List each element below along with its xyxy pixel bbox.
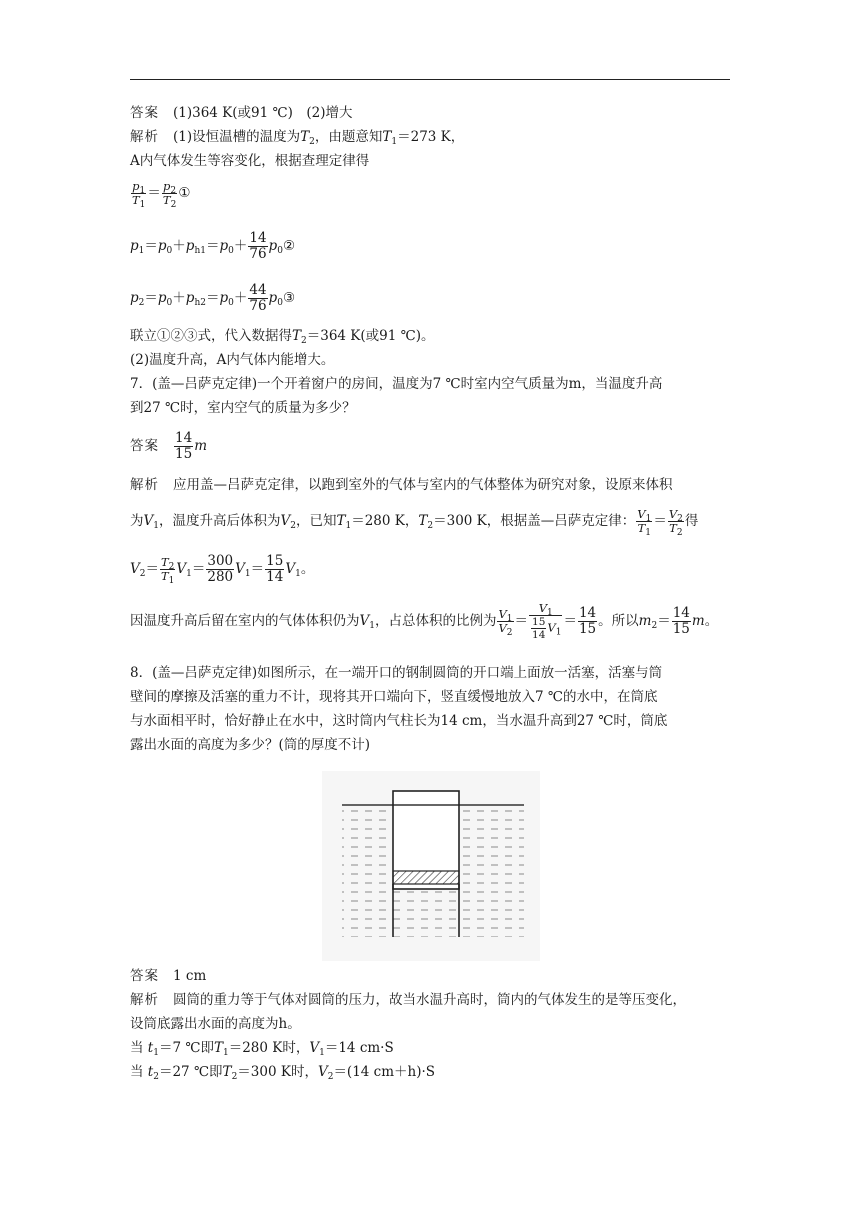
- analysis-7-line2: 为$V_1$，温度升高后体积为$V_2$，已知$T_1=280$ K，$T_2=300$ K，根据盖—吕萨克定律： $\frac{V_1}{T_1}$ ＝ $\frac{V_2}{T_2}$ 得: [130, 507, 699, 538]
- answer-8: 答案 1 cm: [130, 968, 207, 984]
- answer-7: 答案 $\frac{14}{15}$ m: [130, 430, 207, 462]
- analysis-8-line1: 解析 圆筒的重力等于气体对圆筒的压力，故当水温升高时，筒内的气体发生的是等压变化，: [130, 992, 686, 1008]
- piston: [393, 871, 459, 884]
- analysis-8-line3: 当 $t_1=7$ ℃即$T_1=280$ K时，$V_1=14$ cm·S: [130, 1040, 394, 1058]
- header-rule: [130, 79, 730, 80]
- equation-3: $p_2=p_0+p_{h2}=p_0+$ $\frac{44}{76}$ $p_0③$: [130, 282, 296, 314]
- analysis-6-line1: 解析 (1)设恒温槽的温度为$T_2$，由题意知$T_1=273$ K，: [130, 129, 465, 147]
- equation-2: $p_1=p_0+p_{h1}=p_0+$ $\frac{14}{76}$ $p_0②$: [130, 230, 296, 262]
- conclusion-6: 联立①②③式，代入数据得$T_2=364$ K(或91 ℃)。: [130, 328, 435, 346]
- answer-6: 答案 (1)364 K(或91 ℃) (2)增大: [130, 105, 353, 121]
- analysis-7-line1: 解析 应用盖—吕萨克定律，以跑到室外的气体与室内的气体整体为研究对象，设原来体积: [130, 477, 673, 493]
- question-8-line2: 壁间的摩擦及活塞的重力不计，现将其开口端向下，竖直缓慢地放入7 ℃的水中，在筒底: [130, 689, 658, 705]
- analysis-8-line2: 设筒底露出水面的高度为h。: [130, 1016, 301, 1032]
- question-8-line3: 与水面相平时，恰好静止在水中，这时筒内气柱长为14 cm，当水温升高到27 ℃时，筒底: [130, 713, 668, 729]
- analysis-6-line2: A内气体发生等容变化，根据查理定律得: [130, 153, 370, 169]
- question-7-line1: 7．(盖—吕萨克定律)一个开着窗户的房间，温度为7 ℃时室内空气质量为m，当温度升高: [130, 376, 663, 392]
- analysis-8-line4: 当 $t_2=27$ ℃即$T_2=300$ K时，$V_2=(14$ cm＋h)·S: [130, 1064, 436, 1082]
- part2-6: (2)温度升高，A内气体内能增大。: [130, 352, 335, 368]
- question-8-line4: 露出水面的高度为多少？(筒的厚度不计): [130, 737, 371, 753]
- question-8-line1: 8．(盖—吕萨克定律)如图所示，在一端开口的钢制圆筒的开口端上面放一活塞，活塞与筒: [130, 665, 663, 681]
- analysis-7-line4: 因温度升高后留在室内的气体体积仍为$V_1$，占总体积的比例为 $\frac{V_1}{V_2}$ ＝ $V_1$ $\frac{15}{14}$ $V_1$ ＝ $\frac{14}{15}$ 。所以$m_2=$ $\frac{14}{15}$ m。: [130, 601, 719, 641]
- question-7-line2: 到27 ℃时，室内空气的质量为多少？: [130, 400, 356, 416]
- equation-1: $\frac{p_1}{T_1}$ ＝ $\frac{p_2}{T_2}$ ①: [132, 179, 191, 210]
- cylinder-in-water-figure: [322, 771, 540, 961]
- analysis-7-line3: $V_2=$ $\frac{T_2}{T_1}$ $V_1=$ $\frac{300}{280}$ $V_1=$ $\frac{15}{14}$ $V_1$。: [130, 553, 315, 586]
